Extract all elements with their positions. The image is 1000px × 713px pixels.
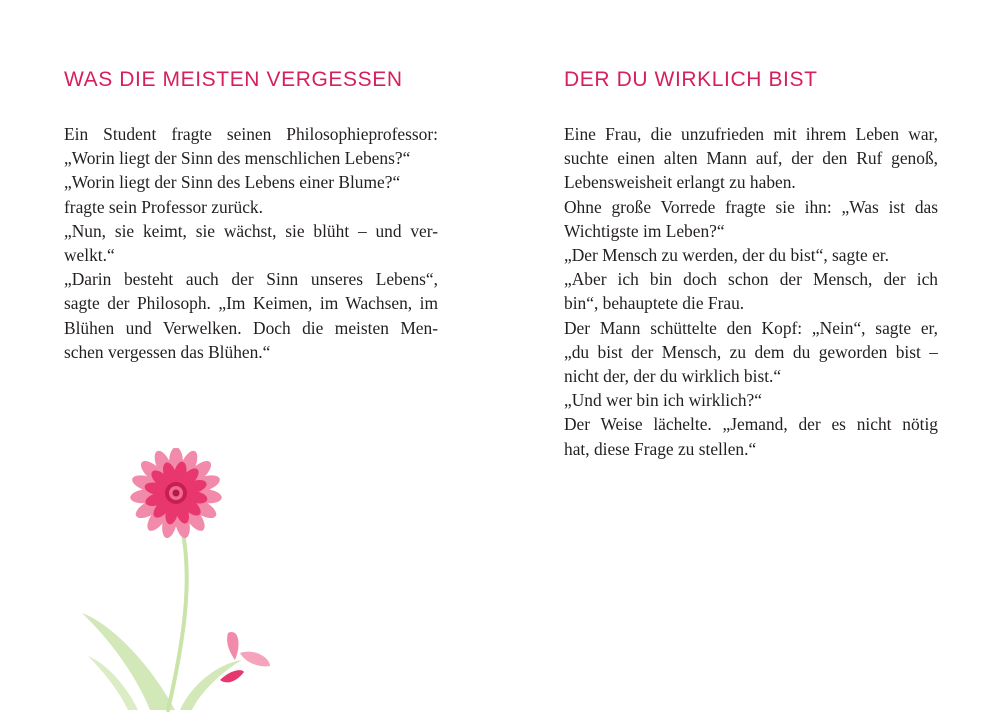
text-line: Ohne große Vorrede fragte sie ihn: „Was ist das <box>564 196 938 217</box>
text-line: „Der Mensch zu werden, der du bist“, sagte er. <box>564 245 889 266</box>
text-line: sagte der Philosoph. „Im Keimen, im Wachsen, im <box>64 293 438 314</box>
text-line: „du bist der Mensch, zu dem du geworden bist – <box>564 341 938 362</box>
text-line: schen vergessen das Blühen.“ <box>64 341 271 362</box>
text-line: Blühen und Verwelken. Doch die meisten Men- <box>64 317 438 338</box>
right-page <box>500 0 1000 713</box>
text-line: „Darin besteht auch der Sinn unseres Lebens“, <box>64 269 438 290</box>
text-line: „Worin liegt der Sinn des Lebens einer Blume?“ <box>64 172 401 193</box>
stem-icon <box>168 518 187 710</box>
text-line: Eine Frau, die unzufrieden mit ihrem Leben war, <box>564 124 938 144</box>
right-page-title: DER DU WIRKLICH BIST <box>564 68 818 91</box>
text-line: fragte sein Professor zurück. <box>64 196 263 217</box>
text-line: „Und wer bin ich wirklich?“ <box>564 390 762 411</box>
text-line: „Nun, sie keimt, sie wächst, sie blüht – und ver- <box>64 220 438 241</box>
right-page-text <box>564 122 938 461</box>
text-line: „Aber ich bin doch schon der Mensch, der ich <box>564 269 938 290</box>
text-line: Der Weise lächelte. „Jemand, der es nicht nötig <box>564 414 938 435</box>
text-line: suchte einen alten Mann auf, der den Ruf genoß, <box>564 148 938 169</box>
text-line: bin“, behauptete die Frau. <box>564 293 745 314</box>
text-line: Der Mann schüttelte den Kopf: „Nein“, sagte er, <box>564 317 938 338</box>
text-line: Ein Student fragte seinen Philosophieprofessor: <box>64 124 438 144</box>
leaf-right-icon <box>180 660 242 710</box>
left-page-title: WAS DIE MEISTEN VERGESSEN <box>64 68 403 91</box>
text-line: nicht der, der du wirklich bist.“ <box>564 366 782 387</box>
text-line: Lebensweisheit erlangt zu haben. <box>564 172 796 193</box>
flower-illustration-icon <box>80 448 280 713</box>
text-line: Wichtigste im Leben?“ <box>564 220 725 241</box>
fallen-petal-icon <box>240 652 270 667</box>
text-line: welkt.“ <box>64 245 115 266</box>
flower-head-icon <box>130 448 223 539</box>
left-page-text <box>64 122 438 364</box>
text-line: „Worin liegt der Sinn des menschlichen Lebens?“ <box>64 148 411 169</box>
text-line: hat, diese Frage zu stellen.“ <box>564 438 757 459</box>
fallen-petal-icon <box>227 632 238 660</box>
